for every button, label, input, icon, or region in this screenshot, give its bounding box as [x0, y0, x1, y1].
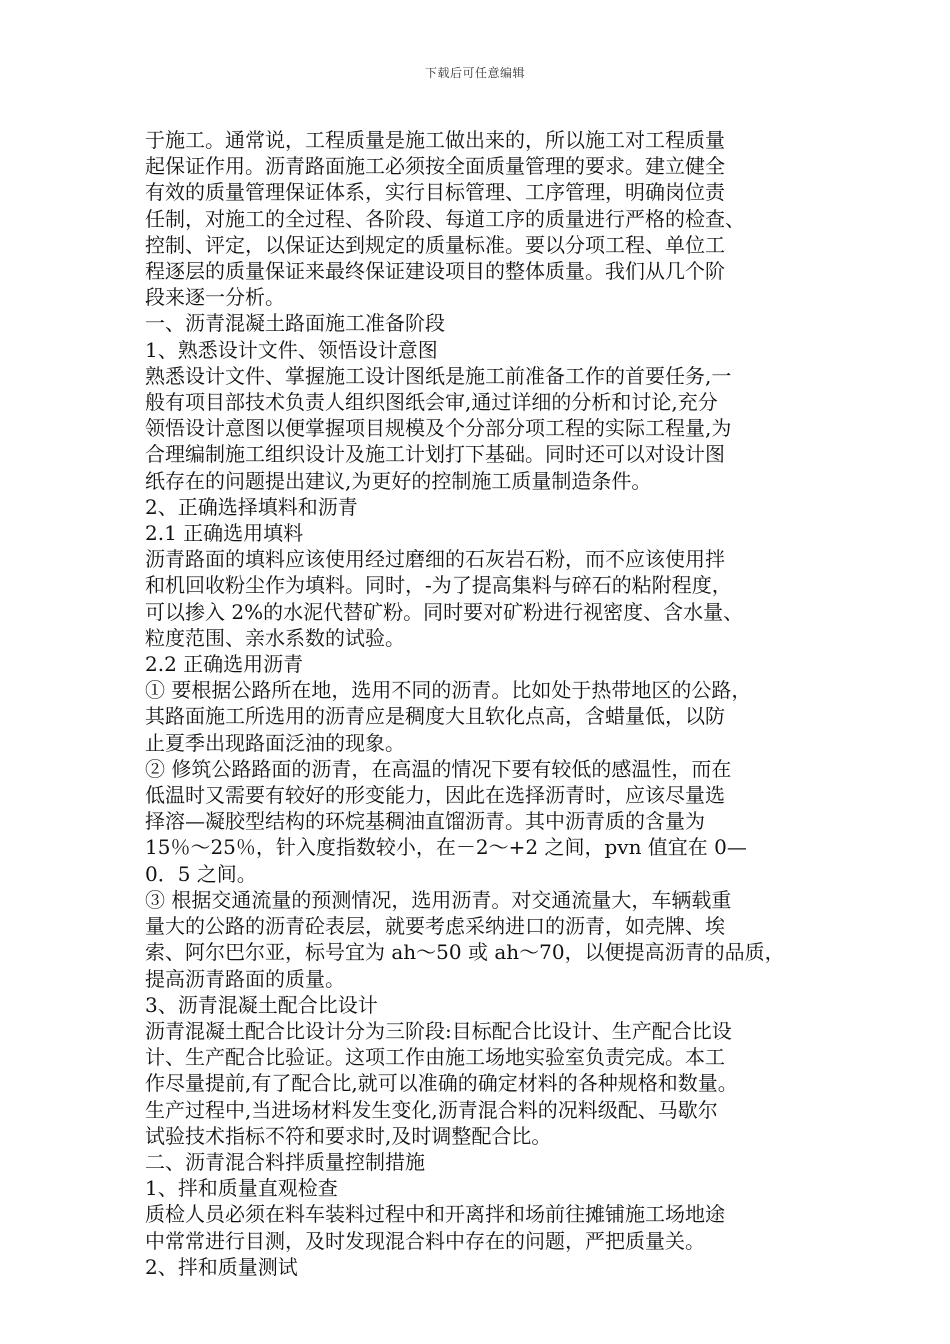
text-line: 程逐层的质量保证来最终保证建设项目的整体质量。我们从几个阶	[145, 259, 725, 284]
text-line: 试验技术指标不符和要求时,及时调整配合比。	[145, 1123, 552, 1148]
text-line: 2、正确选择填料和沥青	[145, 494, 358, 519]
text-line: 起保证作用。沥青路面施工必须按全面质量管理的要求。建立健全	[145, 154, 725, 179]
text-line: 段来逐一分析。	[145, 285, 285, 310]
text-line: 控制、评定，以保证达到规定的质量标准。要以分项工程、单位工	[145, 232, 725, 257]
text-line: 领悟设计意图以便掌握项目规模及个分部分项工程的实际工程量,为	[145, 416, 732, 441]
text-line: 3、沥青混凝土配合比设计	[145, 992, 378, 1017]
text-line: ② 修筑公路路面的沥青，在高温的情况下要有较低的感温性，而在	[145, 756, 732, 781]
page-header: 下载后可任意编辑	[424, 66, 525, 80]
text-line: 2、拌和质量测试	[145, 1254, 298, 1279]
text-line: 1、熟悉设计文件、领悟设计意图	[145, 337, 438, 362]
text-line: 止夏季出现路面泛油的现象。	[145, 730, 405, 755]
text-line: 熟悉设计文件、掌握施工设计图纸是施工前准备工作的首要任务,一	[145, 363, 732, 388]
text-line: 生产过程中,当进场材料发生变化,沥青混合料的况料级配、马歇尔	[145, 1097, 718, 1122]
text-line: 一、沥青混凝土路面施工准备阶段	[145, 311, 445, 336]
text-line: 二、沥青混合料拌质量控制措施	[145, 1149, 425, 1174]
text-line: 索、阿尔巴尔亚，标号宜为 ah～50 或 ah～70，以便提高沥青的品质，	[145, 940, 785, 965]
text-line: 15％～25％，针入度指数较小，在－2～+2 之间，pvn 值宜在 0—	[145, 835, 747, 860]
text-line: 作尽量提前,有了配合比,就可以准确的确定材料的各种规格和数量。	[145, 1071, 738, 1096]
text-line: 中常常进行目测，及时发现混合料中存在的问题，严把质量关。	[145, 1228, 705, 1253]
text-line: 择溶—凝胶型结构的环烷基稠油直馏沥青。其中沥青质的含量为	[145, 809, 705, 834]
text-line: 沥青混凝土配合比设计分为三阶段:目标配合比设计、生产配合比设	[145, 1018, 732, 1043]
text-line: 于施工。通常说，工程质量是施工做出来的，所以施工对工程质量	[145, 128, 725, 152]
text-line: 2.1 正确选用填料	[145, 521, 304, 546]
text-line: 提高沥青路面的质量。	[145, 966, 345, 991]
text-line: 纸存在的问题提出建议,为更好的控制施工质量制造条件。	[145, 468, 652, 493]
text-line: 低温时又需要有较好的形变能力，因此在选择沥青时，应该尽量选	[145, 783, 725, 808]
text-line: 任制，对施工的全过程、各阶段、每道工序的质量进行严格的检查、	[145, 206, 745, 231]
text-line: 沥青路面的填料应该使用经过磨细的石灰岩石粉，而不应该使用拌	[145, 547, 725, 572]
text-line: 2.2 正确选用沥青	[145, 652, 304, 677]
text-line: 量大的公路的沥青砼表层，就要考虑采纳进口的沥青，如壳牌、埃	[145, 914, 725, 939]
document-body	[145, 127, 813, 1280]
text-line: 可以掺入 2%的水泥代替矿粉。同时要对矿粉进行视密度、含水量、	[145, 599, 744, 624]
text-line: 和机回收粉尘作为填料。同时，-为了提高集料与碎石的粘附程度，	[145, 573, 732, 598]
text-line: 0．5 之间。	[145, 861, 257, 886]
text-line: 合理编制施工组织设计及施工计划打下基础。同时还可以对设计图	[145, 442, 725, 467]
text-line: 其路面施工所选用的沥青应是稠度大且软化点高，含蜡量低，以防	[145, 704, 725, 729]
text-line: 1、拌和质量直观检查	[145, 1176, 338, 1201]
text-line: 粒度范围、亲水系数的试验。	[145, 625, 405, 650]
text-line: ① 要根据公路所在地，选用不同的沥青。比如处于热带地区的公路，	[145, 678, 752, 703]
text-line: 有效的质量管理保证体系，实行目标管理、工序管理，明确岗位责	[145, 180, 725, 205]
text-line: 质检人员必须在料车装料过程中和开离拌和场前往摊铺施工场地途	[145, 1202, 725, 1227]
text-line: 计、生产配合比验证。这项工作由施工场地实验室负责完成。本工	[145, 1045, 725, 1070]
text-line: ③ 根据交通流量的预测情况，选用沥青。对交通流量大，车辆载重	[145, 887, 732, 912]
text-line: 般有项目部技术负责人组织图纸会审,通过详细的分析和讨论,充分	[145, 390, 718, 415]
